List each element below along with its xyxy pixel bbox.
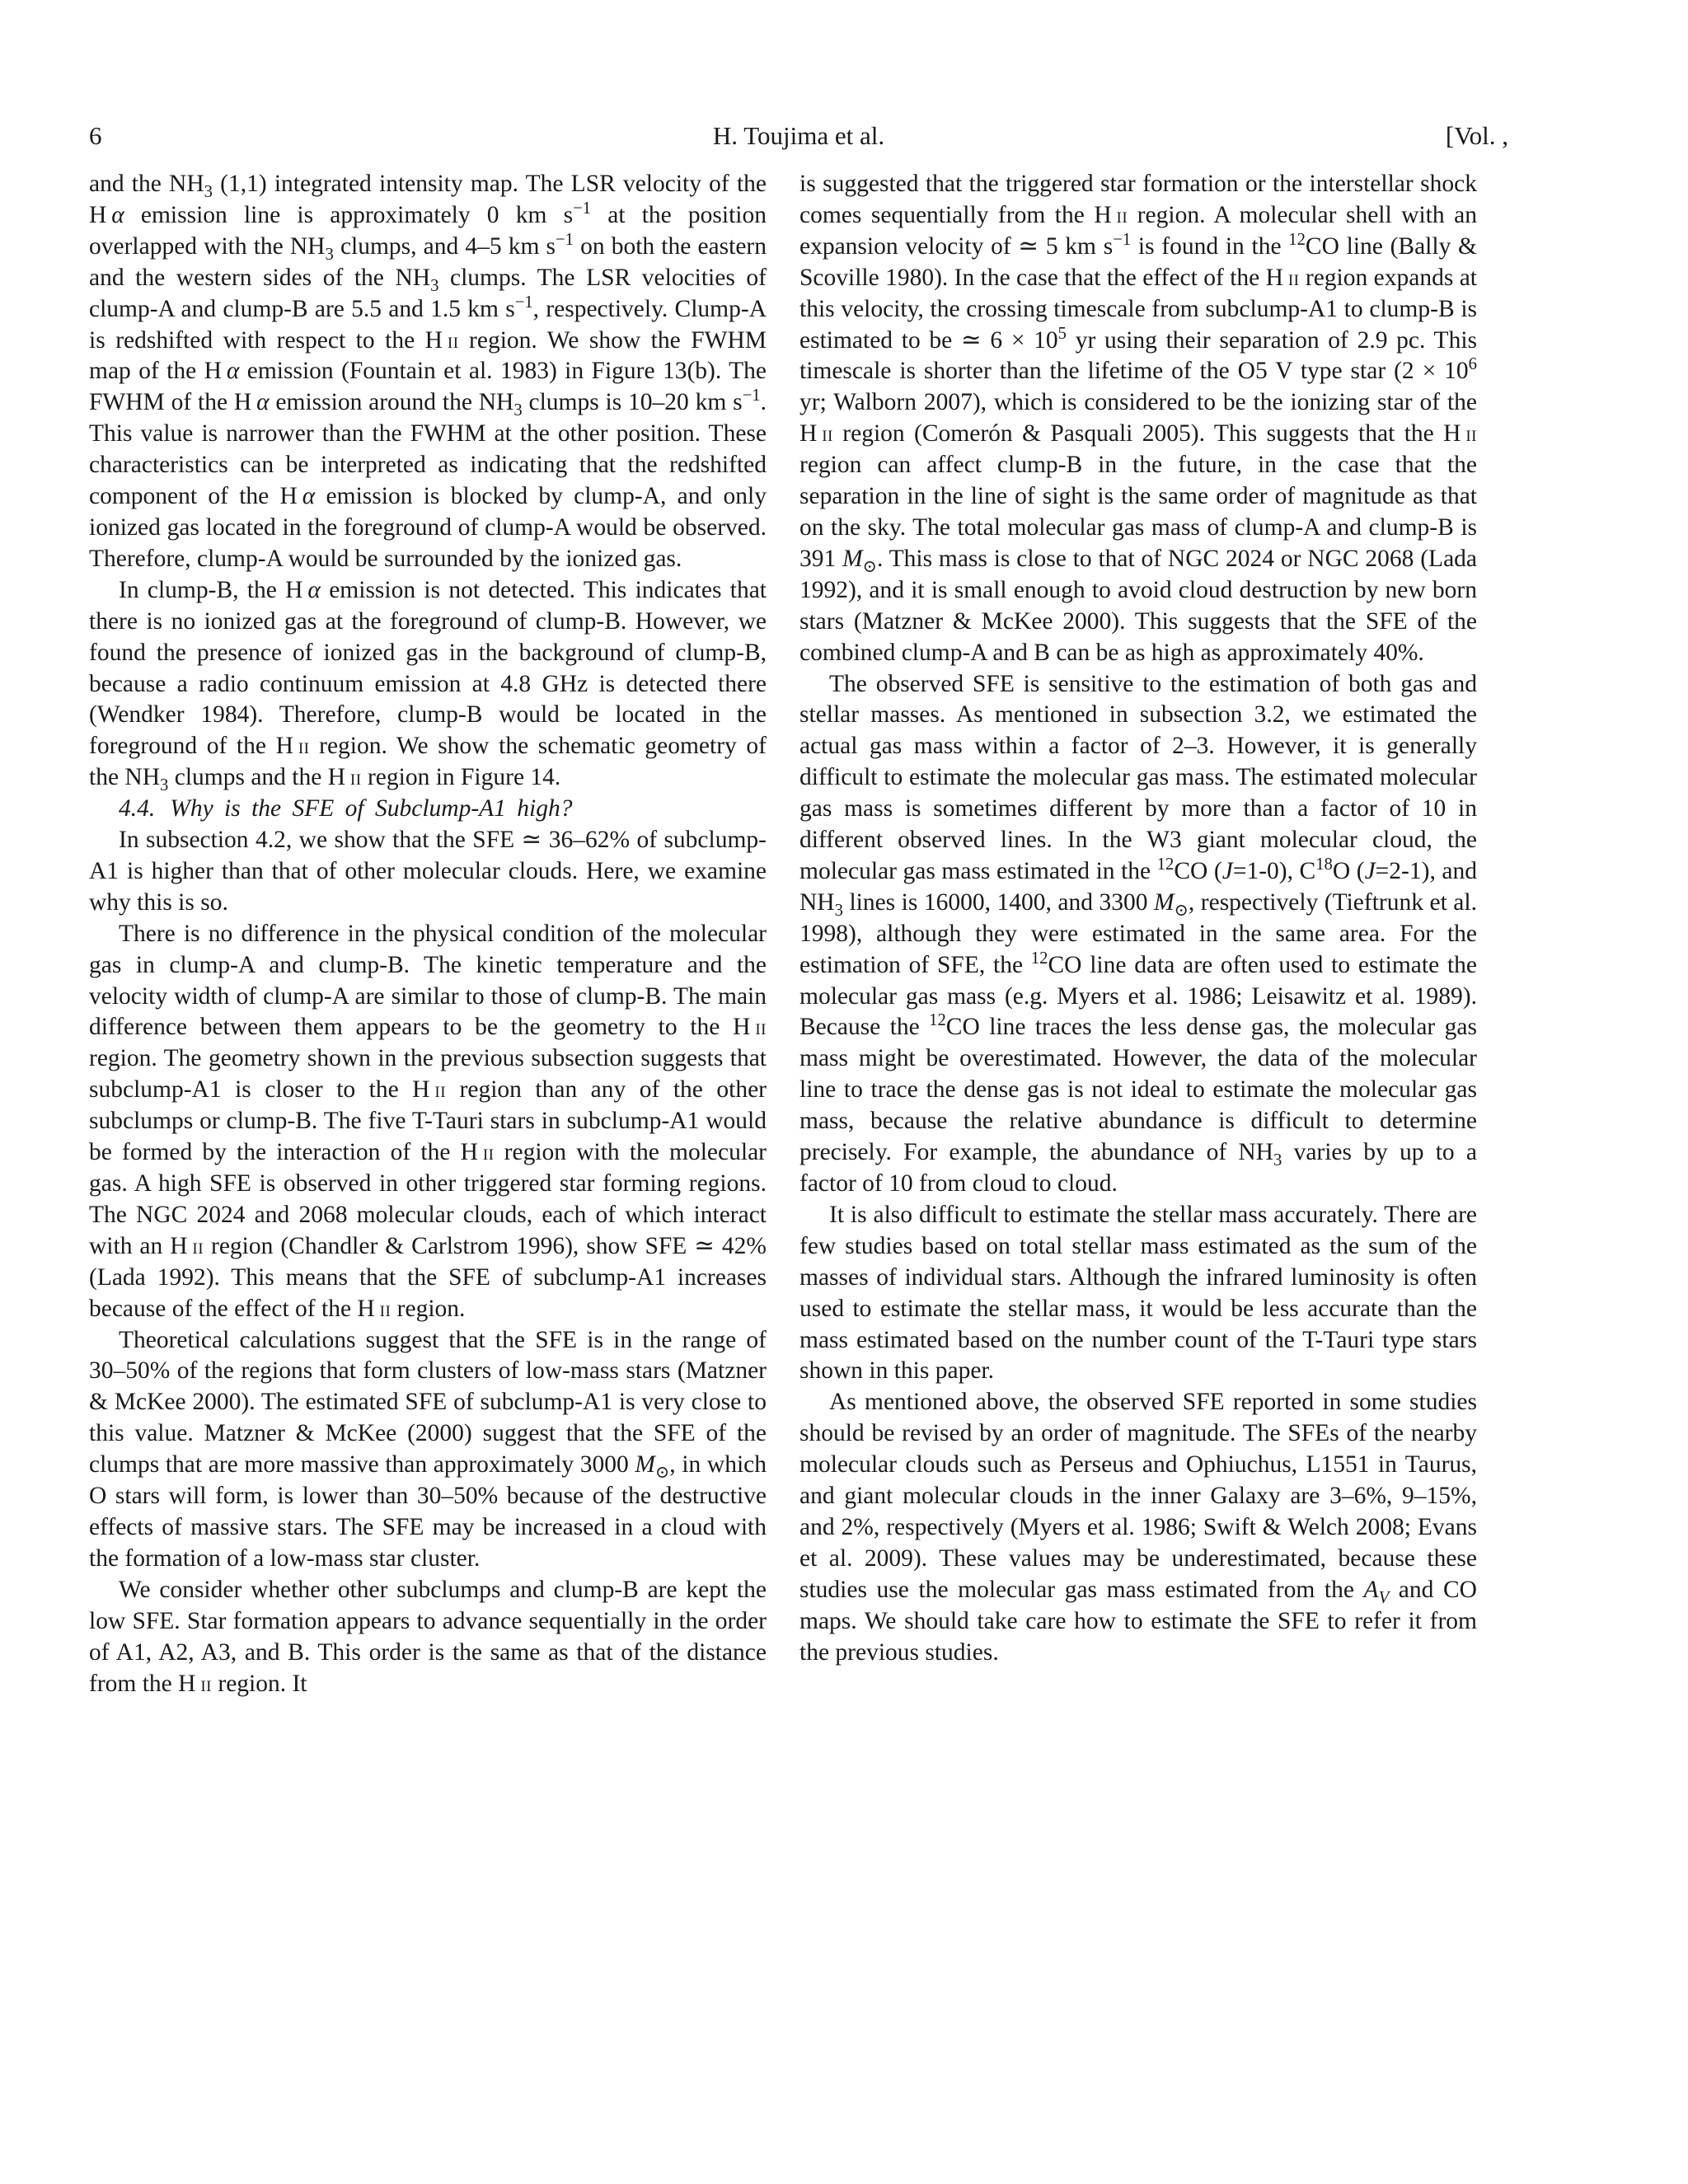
paragraph: There is no difference in the physical condition of the molecular gas in clump-A and clump-B. The kinetic temperature and the velocity width of clump-A are similar to those of clump-B. The main difference between them appears to be the geometry to the H ii region. The geometry shown in the previous subsection suggests that subclump-A1 is closer to the H ii region than any of the other subclumps or clump-B. The five T-Tauri stars in subclump-A1 would be formed by the interaction of the H ii region with the molecular gas. A high SFE is observed in other triggered star forming regions. The NGC 2024 and 2068 molecular clouds, each of which interact with an H ii region (Chandler & Carlstrom 1996), show SFE ≃ 42% (Lada 1992). This means that the SFE of subclump-A1 increases because of the effect of the H ii region. (89, 920, 767, 1322)
paragraph: Theoretical calculations suggest that the SFE is in the range of 30–50% of the regions that form clusters of low-mass stars (Matzner & McKee 2000). The estimated SFE of subclump-A1 is very close to this value. Matzner & McKee (2000) suggest that the SFE of the clumps that are more massive than approximately 3000 $M_⊙$, in which O stars will form, is lower than 30–50% because of the destructive effects of massive stars. The SFE may be increased in a cloud with the formation of a low-mass star cluster. (89, 1326, 767, 1572)
paragraph: As mentioned above, the observed SFE reported in some studies should be revised by an order of magnitude. The SFEs of the nearby molecular clouds such as Perseus and Ophiuchus, L1551 in Taurus, and giant molecular clouds in the inner Galaxy are 3–6%, 9–15%, and 2%, respectively (Myers et al. 1986; Swift & Welch 2008; Evans et al. 2009). These values may be underestimated, because these studies use the molecular gas mass estimated from the $A_V$ and CO maps. We should take care how to estimate the SFE to refer it from the previous studies. (799, 1389, 1477, 1666)
paragraph: We consider whether other subclumps and clump-B are kept the low SFE. Star formation appears to advance sequentially in the order of A1, A2, A3, and B. This order is the same as that of the distance from the H ii region. It (89, 1576, 767, 1697)
running-head: H. Toujima et al. (712, 121, 885, 150)
paragraph: In clump-B, the H α emission is not detected. This indicates that there is no ionized gas at the foreground of clump-B. However, we found the presence of ionized gas in the background of clump-B, because a radio continuum emission at 4.8 GHz is detected there (Wendker 1984). Therefore, clump-B would be located in the foreground of the H ii region. We show the schematic geometry of the $NH_3$ clumps and the H ii region in Figure 14. (89, 576, 767, 795)
left-column (89, 169, 767, 1699)
paragraph: The observed SFE is sensitive to the estimation of both gas and stellar masses. As mentioned in subsection 3.2, we estimated the actual gas mass within a factor of 2–3. However, it is generally difficult to estimate the molecular gas mass. The estimated molecular gas mass is sometimes different by more than a factor of 10 in different observed lines. In the W3 giant molecular cloud, the molecular gas mass estimated in the $^{12}$CO (J=1-0), $C^{18}O$ (J=2-1), and $NH_3$ lines is 16000, 1400, and 3300 $M_⊙$, respectively (Tieftrunk et al. 1998), although they were estimated in the same area. For the estimation of SFE, the $^{12}$CO line data are often used to estimate the molecular gas mass (e.g. Myers et al. 1986; Leisawitz et al. 1989). Because the $^{12}$CO line traces the less dense gas, the molecular gas mass might be overestimated. However, the data of the molecular line to trace the dense gas is not ideal to estimate the molecular gas mass, because the relative abundance is difficult to determine precisely. For example, the abundance of $NH_3$ varies by up to a factor of 10 from cloud to cloud. (799, 670, 1478, 1197)
subsection-title: Why is the SFE of Subclump-A1 high? (170, 795, 573, 823)
paragraph: In subsection 4.2, we show that the SFE ≃ 36–62% of subclump-A1 is higher than that of other molecular clouds. Here, we examine why this is so. (89, 827, 767, 916)
subsection-number: 4.4. (119, 795, 156, 823)
page-header (89, 115, 1508, 157)
page-number: 6 (89, 121, 102, 150)
volume-label: [Vol. , (1445, 121, 1508, 150)
subsection-heading (89, 794, 767, 825)
right-column (799, 169, 1477, 1669)
paragraph: and the $NH_3$ (1,1) integrated intensity map. The LSR velocity of the H α emission line is approximately 0 km $s^{-1}$ at the position overlapped with the $NH_3$ clumps, and 4–5 km $s^{-1}$ on both the eastern and the western sides of the $NH_3$ clumps. The LSR velocities of clump-A and clump-B are 5.5 and 1.5 km $s^{-1}$, respectively. Clump-A is redshifted with respect to the H ii region. We show the FWHM map of the H α emission (Fountain et al. 1983) in Figure 13(b). The FWHM of the H α emission around the $NH_3$ clumps is 10–20 km $s^{-1}$. This value is narrower than the FWHM at the other position. These characteristics can be interpreted as indicating that the redshifted component of the H α emission is blocked by clump-A, and only ionized gas located in the foreground of clump-A would be observed. Therefore, clump-A would be surrounded by the ionized gas. (89, 171, 767, 572)
paragraph: is suggested that the triggered star formation or the interstellar shock comes sequentially from the H ii region. A molecular shell with an expansion velocity of ≃ 5 km $s^{-1}$ is found in the $^{12}$CO line (Bally & Scoville 1980). In the case that the effect of the H ii region expands at this velocity, the crossing timescale from subclump-A1 to clump-B is estimated to be ≃ $6 \times 10^5$ yr using their separation of 2.9 pc. This timescale is shorter than the lifetime of the O5 V type star ($2 \times 10^6$ yr; Walborn 2007), which is considered to be the ionizing star of the H ii region (Comerón & Pasquali 2005). This suggests that the H ii region can affect clump-B in the future, in the case that the separation in the line of sight is the same order of magnitude as that on the sky. The total molecular gas mass of clump-A and clump-B is 391 $M_⊙$. This mass is close to that of NGC 2024 or NGC 2068 (Lada 1992), and it is small enough to avoid cloud destruction by new born stars (Matzner & McKee 2000). This suggests that the SFE of the combined clump-A and B can be as high as approximately 40%. (799, 171, 1478, 666)
paragraph: It is also difficult to estimate the stellar mass accurately. There are few studies based on total stellar mass estimated as the sum of the masses of individual stars. Although the infrared luminosity is often used to estimate the stellar mass, it would be less accurate than the mass estimated based on the number count of the T-Tauri type stars shown in this paper. (799, 1201, 1477, 1385)
